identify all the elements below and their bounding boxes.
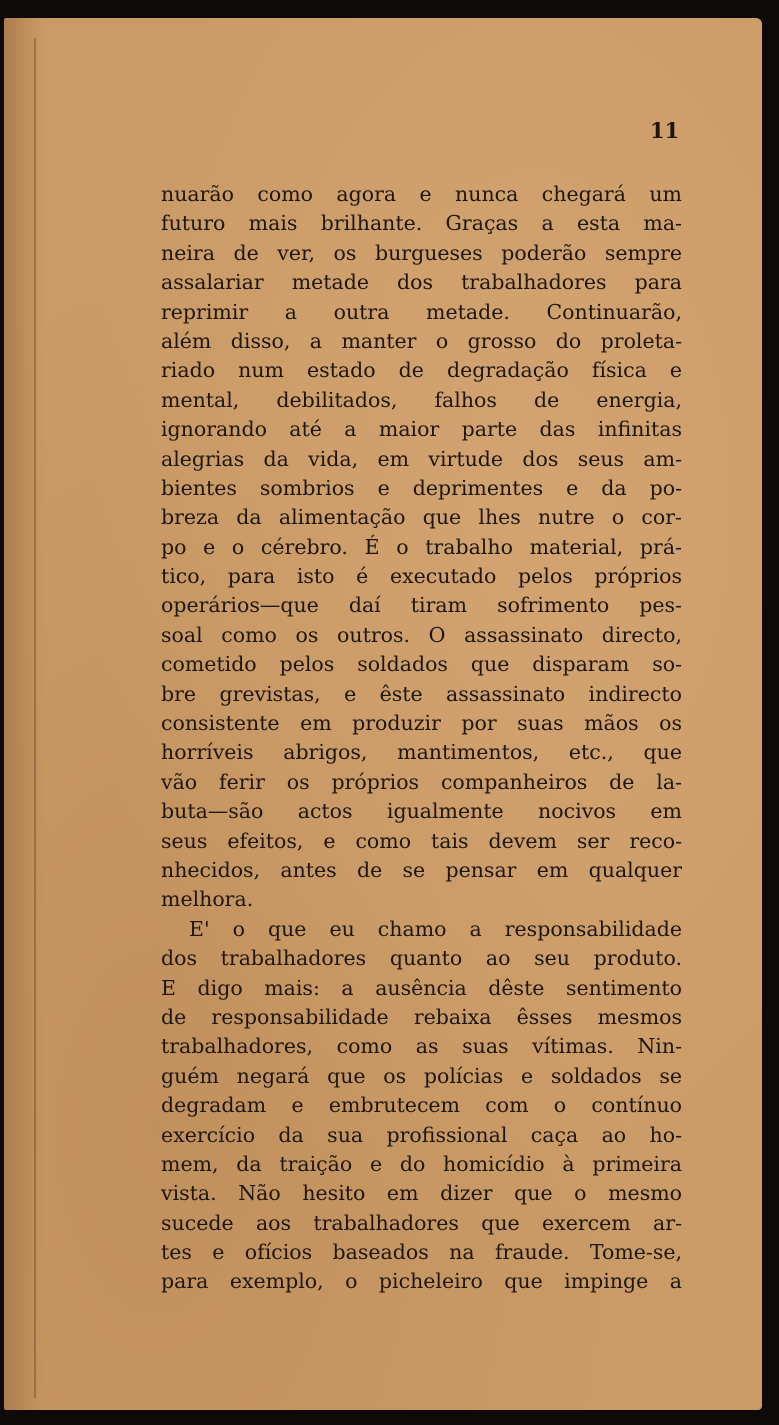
text-line: melhora.: [161, 887, 254, 912]
text-line: vista. Não hesito em dizer que o mesmo: [161, 1181, 682, 1206]
text-line: dos trabalhadores quanto ao seu produto.: [161, 946, 682, 971]
text-line: bre grevistas, e êste assassinato indirecto: [161, 681, 682, 706]
text-line: alegrias da vida, em virtude dos seus am-: [161, 446, 682, 471]
text-line: E' o que eu chamo a responsabilidade: [189, 916, 682, 941]
text-line: para exemplo, o picheleiro que impinge a: [161, 1269, 682, 1294]
text-line: E digo mais: a ausência dêste sentimento: [161, 975, 682, 1000]
text-line: neira de ver, os burgueses poderão sempre: [161, 240, 682, 265]
text-line: futuro mais brilhante. Graças a esta ma-: [161, 211, 682, 236]
text-line: mental, debilitados, falhos de energia,: [161, 387, 682, 412]
text-line: além disso, a manter o grosso do proleta-: [161, 328, 682, 353]
text-line: breza da alimentação que lhes nutre o cor-: [161, 505, 682, 530]
text-line: guém negará que os polícias e soldados se: [161, 1063, 682, 1088]
page-number: 11: [650, 118, 680, 143]
body-text: [161, 180, 682, 1297]
text-line: tes e ofícios baseados na fraude. Tome-se,: [161, 1240, 682, 1265]
text-line: reprimir a outra metade. Continuarão,: [161, 299, 682, 324]
text-line: consistente em produzir por suas mãos os: [161, 711, 682, 736]
text-line: buta—são actos igualmente nocivos em: [161, 799, 682, 824]
text-line: po e o cérebro. É o trabalho material, prá-: [161, 534, 682, 559]
text-line: trabalhadores, como as suas vítimas. Nin-: [161, 1034, 682, 1059]
text-line: nuarão como agora e nunca chegará um: [161, 182, 682, 206]
binding-edge: [34, 38, 36, 1398]
text-line: soal como os outros. O assassinato directo,: [161, 622, 682, 647]
text-line: cometido pelos soldados que disparam so-: [161, 652, 682, 677]
text-line: ignorando até a maior parte das infinitas: [161, 417, 682, 442]
text-line: exercício da sua profissional caça ao ho-: [161, 1122, 682, 1147]
text-line: nhecidos, antes de se pensar em qualquer: [161, 857, 682, 882]
text-line: de responsabilidade rebaixa êsses mesmos: [161, 1004, 682, 1029]
text-line: seus efeitos, e como tais devem ser reco-: [161, 828, 682, 853]
text-line: operários—que daí tiram sofrimento pes-: [161, 593, 682, 618]
text-line: riado num estado de degradação física e: [161, 358, 682, 383]
text-line: degradam e embrutecem com o contínuo: [161, 1093, 682, 1118]
text-line: sucede aos trabalhadores que exercem ar-: [161, 1210, 682, 1235]
text-line: vão ferir os próprios companheiros de la-: [161, 769, 682, 794]
text-line: assalariar metade dos trabalhadores para: [161, 270, 682, 295]
text-line: tico, para isto é executado pelos próprios: [161, 564, 682, 589]
text-line: bientes sombrios e deprimentes e da po-: [161, 475, 682, 500]
text-line: horríveis abrigos, mantimentos, etc., que: [161, 740, 682, 765]
text-line: mem, da traição e do homicídio à primeira: [161, 1151, 682, 1176]
